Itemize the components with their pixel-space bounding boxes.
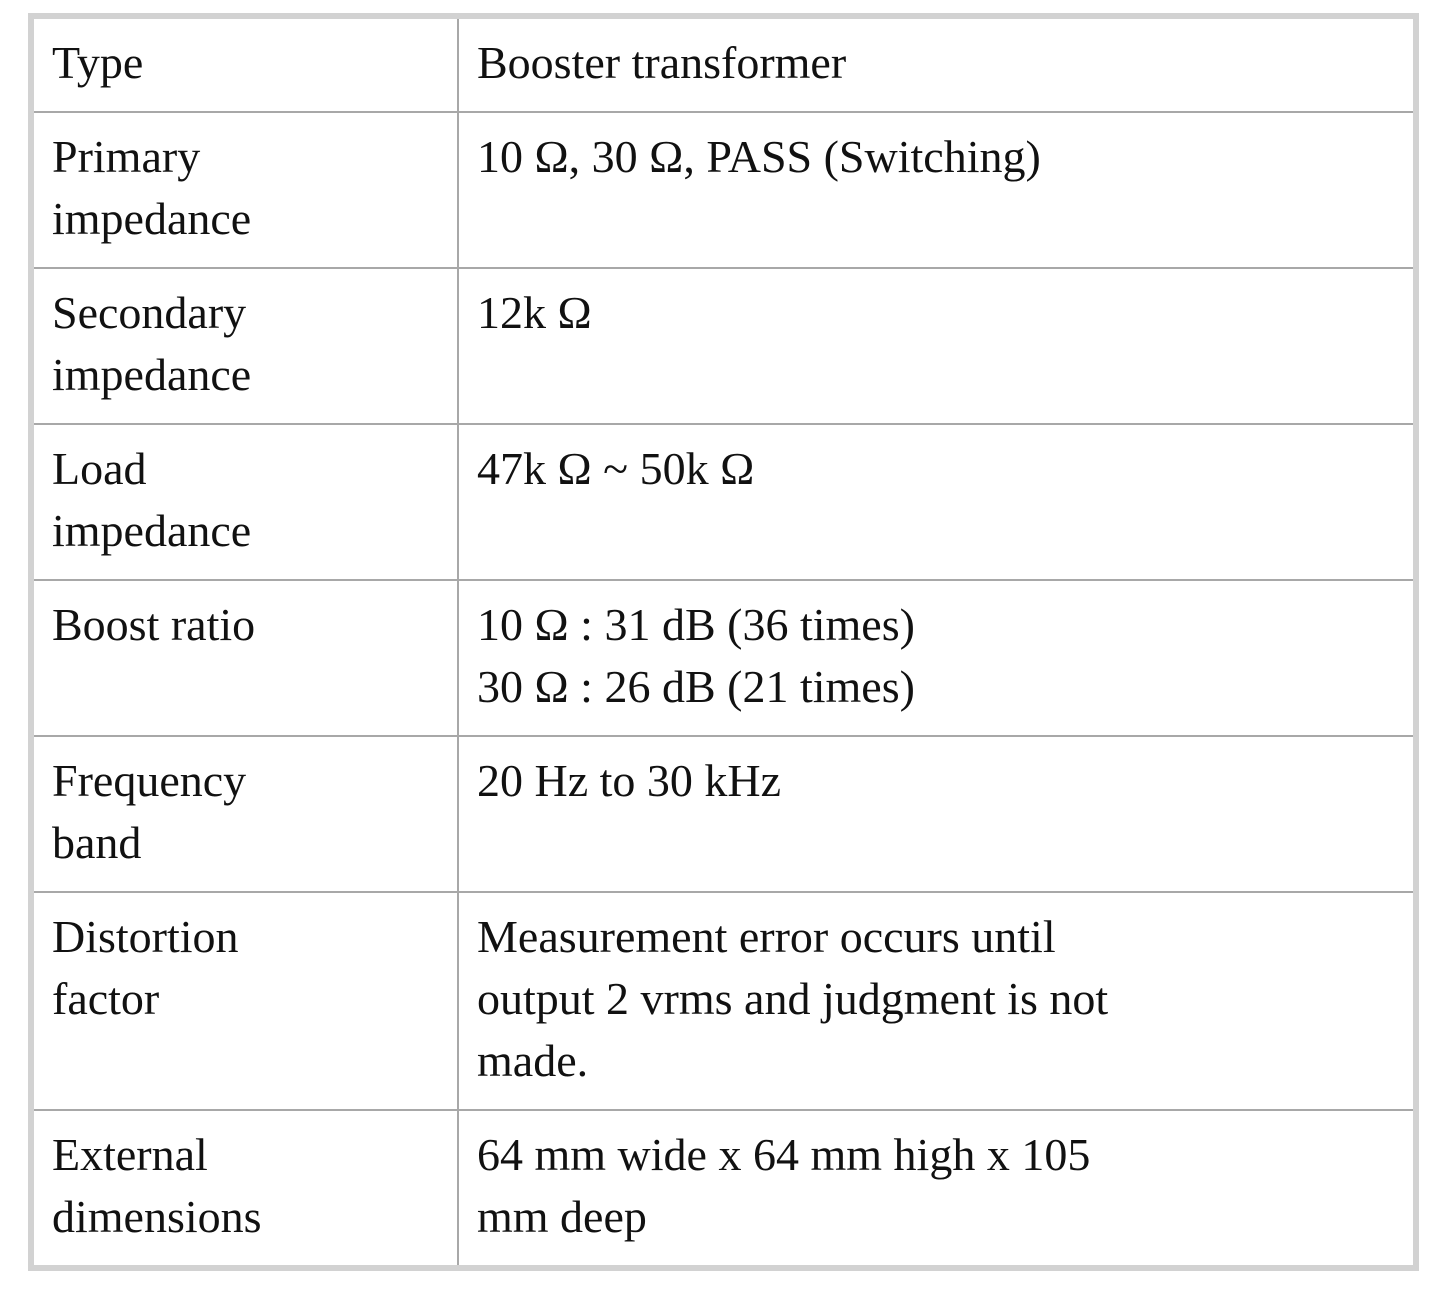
- spec-row-secondary-impedance: [31, 268, 1416, 424]
- spec-label-text: Secondary: [52, 287, 247, 338]
- spec-value-primary-impedance: [458, 112, 1416, 268]
- spec-value-type: [458, 16, 1416, 112]
- spec-value-text: 47k Ω ~ 50k Ω: [477, 443, 755, 494]
- spec-row-boost-ratio: [31, 580, 1416, 736]
- spec-label-primary-impedance: [31, 112, 458, 268]
- spec-label-load-impedance: [31, 424, 458, 580]
- spec-row-distortion-factor: [31, 892, 1416, 1110]
- spec-label-text: factor: [52, 973, 160, 1024]
- spec-label-text: Primary: [52, 131, 201, 182]
- spec-label-type: [31, 16, 458, 112]
- spec-row-primary-impedance: [31, 112, 1416, 268]
- spec-value-frequency-band: [458, 736, 1416, 892]
- spec-label-text: External: [52, 1129, 208, 1180]
- spec-row-type: [31, 16, 1416, 112]
- spec-value-text: 30 Ω : 26 dB (21 times): [477, 661, 915, 712]
- spec-label-boost-ratio: [31, 580, 458, 736]
- spec-label-text: impedance: [52, 505, 252, 556]
- spec-value-text: 20 Hz to 30 kHz: [477, 755, 782, 806]
- spec-table: [28, 13, 1419, 1271]
- spec-value-secondary-impedance: [458, 268, 1416, 424]
- spec-value-text: 12k Ω: [477, 287, 592, 338]
- spec-label-text: impedance: [52, 349, 252, 400]
- spec-value-text: output 2 vrms and judgment is not: [477, 973, 1109, 1024]
- spec-label-text: Frequency: [52, 755, 247, 806]
- spec-value-external-dimensions: [458, 1110, 1416, 1268]
- spec-label-text: Boost ratio: [52, 599, 256, 650]
- spec-label-text: Type: [52, 37, 144, 88]
- spec-value-distortion-factor: [458, 892, 1416, 1110]
- spec-value-text: mm deep: [477, 1191, 647, 1242]
- spec-value-boost-ratio: [458, 580, 1416, 736]
- spec-label-text: band: [52, 817, 142, 868]
- spec-value-text: 64 mm wide x 64 mm high x 105: [477, 1129, 1091, 1180]
- spec-label-external-dimensions: [31, 1110, 458, 1268]
- spec-label-frequency-band: [31, 736, 458, 892]
- spec-value-text: made.: [477, 1035, 589, 1086]
- spec-label-text: Load: [52, 443, 147, 494]
- spec-label-text: Distortion: [52, 911, 239, 962]
- spec-label-text: impedance: [52, 193, 252, 244]
- spec-value-text: 10 Ω, 30 Ω, PASS (Switching): [477, 131, 1041, 182]
- spec-label-distortion-factor: [31, 892, 458, 1110]
- spec-value-text: Booster transformer: [477, 37, 847, 88]
- spec-label-secondary-impedance: [31, 268, 458, 424]
- spec-value-load-impedance: [458, 424, 1416, 580]
- spec-row-frequency-band: [31, 736, 1416, 892]
- spec-label-text: dimensions: [52, 1191, 262, 1242]
- spec-row-external-dimensions: [31, 1110, 1416, 1268]
- spec-row-load-impedance: [31, 424, 1416, 580]
- spec-value-text: Measurement error occurs until: [477, 911, 1056, 962]
- spec-value-text: 10 Ω : 31 dB (36 times): [477, 599, 915, 650]
